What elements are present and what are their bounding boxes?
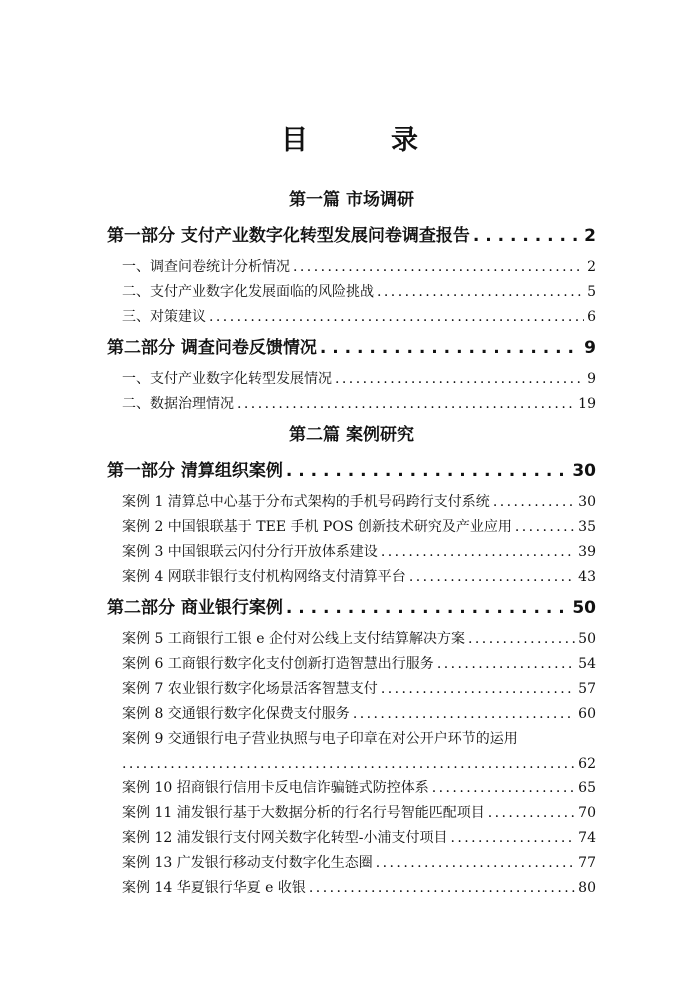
item-label: 案例 14 华夏银行华夏 e 收银 xyxy=(122,880,306,896)
dot-leader xyxy=(237,392,575,417)
dot-leader xyxy=(286,590,569,627)
page-number: 2 xyxy=(587,259,596,275)
page-number: 74 xyxy=(578,830,596,846)
item-label: 三、对策建议 xyxy=(122,309,206,325)
page-number: 5 xyxy=(587,284,596,300)
dot-leader xyxy=(209,305,584,330)
page-number: 70 xyxy=(578,805,596,821)
part-label: 第二部分 商业银行案例 xyxy=(107,598,283,618)
toc-item[interactable] xyxy=(107,515,596,540)
dot-leader xyxy=(488,801,575,826)
toc-item[interactable] xyxy=(107,851,596,876)
item-label: 案例 12 浦发银行支付网关数字化转型-小浦支付项目 xyxy=(122,830,448,846)
item-label: 二、支付产业数字化发展面临的风险挑战 xyxy=(122,284,374,300)
toc-item[interactable] xyxy=(107,490,596,515)
dot-leader xyxy=(320,330,581,367)
toc-title: 目 录 xyxy=(281,125,446,156)
page-number: 57 xyxy=(578,681,596,697)
page-number: 77 xyxy=(578,855,596,871)
item-label: 案例 2 中国银联基于 TEE 手机 POS 创新技术研究及产业应用 xyxy=(122,519,512,535)
toc-part[interactable] xyxy=(107,330,596,367)
toc-item[interactable] xyxy=(107,367,596,392)
item-label: 案例 1 清算总中心基于分布式架构的手机号码跨行支付系统 xyxy=(122,494,490,510)
page-number: 9 xyxy=(584,338,596,358)
toc-item[interactable] xyxy=(107,826,596,851)
dot-leader xyxy=(309,876,575,901)
dot-leader xyxy=(432,776,575,801)
toc-item[interactable] xyxy=(107,565,596,590)
page-number: 9 xyxy=(587,371,596,387)
dot-leader xyxy=(376,851,575,876)
page-number: 54 xyxy=(578,656,596,672)
dot-leader xyxy=(515,515,575,540)
item-label: 案例 7 农业银行数字化场景活客智慧支付 xyxy=(122,681,378,697)
dot-leader xyxy=(468,627,575,652)
page-number: 50 xyxy=(572,598,596,618)
dot-leader xyxy=(286,453,569,490)
page-number: 30 xyxy=(578,494,596,510)
page-number: 60 xyxy=(578,706,596,722)
dot-leader xyxy=(437,652,575,677)
dot-leader xyxy=(473,218,581,255)
section-heading: 第二篇 案例研究 xyxy=(289,425,414,445)
toc-part[interactable] xyxy=(107,590,596,627)
toc-item[interactable] xyxy=(107,305,596,330)
item-label: 二、数据治理情况 xyxy=(122,396,234,412)
toc-item[interactable] xyxy=(107,392,596,417)
toc-part[interactable] xyxy=(107,218,596,255)
toc-item[interactable] xyxy=(107,540,596,565)
dot-leader xyxy=(450,826,575,851)
page-number: 62 xyxy=(578,756,596,772)
dot-leader xyxy=(293,255,584,280)
page-number: 30 xyxy=(572,461,596,481)
page-number: 19 xyxy=(578,396,596,412)
item-label: 案例 13 广发银行移动支付数字化生态圈 xyxy=(122,855,373,871)
item-label: 案例 10 招商银行信用卡反电信诈骗链式防控体系 xyxy=(122,780,429,796)
page-number: 2 xyxy=(584,226,596,246)
item-label: 案例 6 工商银行数字化支付创新打造智慧出行服务 xyxy=(122,656,434,672)
toc-item[interactable] xyxy=(107,255,596,280)
item-label: 案例 9 交通银行电子营业执照与电子印章在对公开户环节的运用 xyxy=(122,731,518,747)
item-label: 案例 5 工商银行工银 e 企付对公线上支付结算解决方案 xyxy=(122,631,465,647)
toc-item[interactable] xyxy=(107,801,596,826)
page-number: 80 xyxy=(578,880,596,896)
page-number: 6 xyxy=(587,309,596,325)
dot-leader xyxy=(335,367,584,392)
item-label: 案例 8 交通银行数字化保费支付服务 xyxy=(122,706,350,722)
page-number: 50 xyxy=(578,631,596,647)
toc-part[interactable] xyxy=(107,453,596,490)
item-label: 案例 3 中国银联云闪付分行开放体系建设 xyxy=(122,544,378,560)
table-of-contents xyxy=(107,182,596,901)
page-number: 39 xyxy=(578,544,596,560)
page-number: 65 xyxy=(578,780,596,796)
section-heading: 第一篇 市场调研 xyxy=(289,190,414,210)
toc-item[interactable] xyxy=(107,776,596,801)
part-label: 第一部分 清算组织案例 xyxy=(107,461,283,481)
dot-leader xyxy=(381,677,575,702)
dot-leader xyxy=(381,540,575,565)
dot-leader xyxy=(493,490,575,515)
toc-item[interactable] xyxy=(107,627,596,652)
toc-item[interactable] xyxy=(107,280,596,305)
dot-leader xyxy=(122,752,575,776)
part-label: 第二部分 调查问卷反馈情况 xyxy=(107,338,317,358)
toc-item[interactable] xyxy=(107,876,596,901)
item-label: 一、支付产业数字化转型发展情况 xyxy=(122,371,332,387)
dot-leader xyxy=(353,702,575,727)
page-number: 43 xyxy=(578,569,596,585)
part-label: 第一部分 支付产业数字化转型发展问卷调查报告 xyxy=(107,226,470,246)
toc-item-wrapped[interactable] xyxy=(107,727,596,776)
item-label: 案例 11 浦发银行基于大数据分析的行名行号智能匹配项目 xyxy=(122,805,485,821)
item-label: 一、调查问卷统计分析情况 xyxy=(122,259,290,275)
item-label: 案例 4 网联非银行支付机构网络支付清算平台 xyxy=(122,569,406,585)
page-number: 35 xyxy=(578,519,596,535)
dot-leader xyxy=(377,280,584,305)
toc-item[interactable] xyxy=(107,702,596,727)
toc-item[interactable] xyxy=(107,652,596,677)
toc-item[interactable] xyxy=(107,677,596,702)
dot-leader xyxy=(409,565,575,590)
